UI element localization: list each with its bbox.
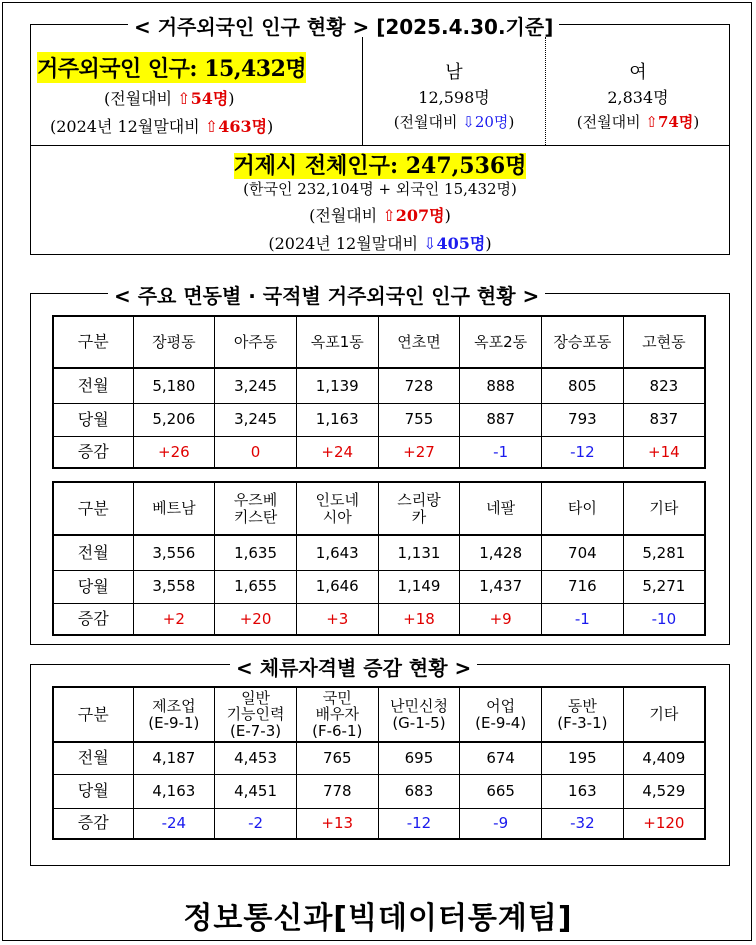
table-cell: 4,409 [623,742,705,774]
table-cell: +120 [623,808,705,839]
table-cell: -12 [378,808,460,839]
column-header: 국민 배우자 (F-6-1) [296,687,378,742]
table-cell: 805 [542,368,624,403]
table-cell: 5,180 [133,368,215,403]
table-cell: +27 [378,436,460,468]
row-label: 당월 [53,403,133,436]
total-ytd-value: ⇩405명 [423,234,486,253]
table-cell: 1,635 [215,535,297,570]
visa-title: < 체류자격별 증감 현황 > [230,652,477,681]
column-header: 옥포2동 [460,316,542,368]
foreign-mom-change: (전월대비 ⇧54명) [104,89,235,108]
column-header: 난민신청 (G-1-5) [378,687,460,742]
table-row [53,603,705,635]
table-cell: 1,437 [460,570,542,603]
column-header-category: 구분 [53,482,133,535]
table-cell: 5,206 [133,403,215,436]
table-cell: 793 [542,403,624,436]
table-cell: -1 [460,436,542,468]
table-cell: 3,558 [133,570,215,603]
row-label: 당월 [53,570,133,603]
row-label: 증감 [53,603,133,635]
table-row [53,808,705,839]
table-cell: 755 [378,403,460,436]
table-cell: 4,451 [215,774,297,808]
summary-divider-h [30,145,730,146]
column-header: 스리랑 카 [378,482,460,535]
column-header: 타이 [542,482,624,535]
table-row [53,436,705,468]
table-cell: 695 [378,742,460,774]
table-cell: -2 [215,808,297,839]
table-row [53,742,705,774]
column-header: 인도네 시아 [296,482,378,535]
table-cell: 765 [296,742,378,774]
table-cell: 195 [542,742,624,774]
column-header-category: 구분 [53,687,133,742]
table-cell: 163 [542,774,624,808]
column-header: 아주동 [215,316,297,368]
total-mom-change: (전월대비 ⇧207명) [309,206,451,225]
row-label: 증감 [53,808,133,839]
female-change: (전월대비 ⇧74명) [576,113,700,131]
table-cell: +18 [378,603,460,635]
column-header: 기타 [623,687,705,742]
column-header: 기타 [623,482,705,535]
table-row [53,535,705,570]
table-cell: 665 [460,774,542,808]
total-breakdown: (한국인 232,104명 + 외국인 15,432명) [243,180,517,198]
column-header: 장평동 [133,316,215,368]
total-mom-value: ⇧207명 [382,206,445,225]
male-label: 남 [445,62,463,83]
table-cell: -24 [133,808,215,839]
table-cell: 3,245 [215,403,297,436]
table-cell: 4,187 [133,742,215,774]
total-population: 거제시 전체인구: 247,536명 [233,153,527,179]
column-header: 네팔 [460,482,542,535]
table-cell: +2 [133,603,215,635]
column-header: 옥포1동 [296,316,378,368]
table-cell: 837 [623,403,705,436]
table-cell: 3,245 [215,368,297,403]
row-label: 전월 [53,368,133,403]
table-cell: +26 [133,436,215,468]
column-header: 장승포동 [542,316,624,368]
foreign-ytd-value: ⇧463명 [204,117,268,136]
row-label: 증감 [53,436,133,468]
table-cell: 0 [215,436,297,468]
table-cell: +24 [296,436,378,468]
table-cell: 778 [296,774,378,808]
table-cell: -1 [542,603,624,635]
table-cell: 1,643 [296,535,378,570]
table-cell: 1,163 [296,403,378,436]
total-population-row [30,149,730,180]
column-header: 고현동 [623,316,705,368]
column-header: 제조업 (E-9-1) [133,687,215,742]
column-header-category: 구분 [53,316,133,368]
female-count: 2,834명 [607,88,669,107]
table-cell: 674 [460,742,542,774]
female-label: 여 [629,62,647,83]
table-cell: 4,163 [133,774,215,808]
row-label: 전월 [53,535,133,570]
table-cell: 728 [378,368,460,403]
table-cell: -32 [542,808,624,839]
table-cell: 4,529 [623,774,705,808]
column-header: 베트남 [133,482,215,535]
female-change-value: ⇧74명 [645,113,694,131]
table-cell: 683 [378,774,460,808]
table-cell: +14 [623,436,705,468]
row-label: 전월 [53,742,133,774]
column-header: 동반 (F-3-1) [542,687,624,742]
district-nation-title: < 주요 면동별 · 국적별 거주외국인 인구 현황 > [108,280,545,309]
table-cell: +3 [296,603,378,635]
column-header: 우즈베 키스탄 [215,482,297,535]
row-label: 당월 [53,774,133,808]
summary-title: < 거주외국인 인구 현황 > [2025.4.30.기준] [128,11,559,40]
table-cell: 1,646 [296,570,378,603]
table-cell: -9 [460,808,542,839]
column-header: 연초면 [378,316,460,368]
district-table [52,315,706,469]
table-row [53,368,705,403]
table-cell: 704 [542,535,624,570]
table-cell: -10 [623,603,705,635]
table-cell: 1,655 [215,570,297,603]
table-cell: +9 [460,603,542,635]
table-cell: 5,271 [623,570,705,603]
male-change-value: ⇩20명 [462,113,509,131]
nation-table [52,481,706,636]
table-cell: 716 [542,570,624,603]
table-cell: 5,281 [623,535,705,570]
total-ytd-change: (2024년 12월말대비 ⇩405명) [268,234,492,253]
column-header: 어업 (E-9-4) [460,687,542,742]
table-row [53,774,705,808]
foreign-ytd-change: (2024년 12월말대비 ⇧463명) [50,117,274,136]
table-cell: +13 [296,808,378,839]
table-cell: 3,556 [133,535,215,570]
foreign-population-total: 거주외국인 인구: 15,432명 [37,52,306,83]
table-cell: 4,453 [215,742,297,774]
table-row [53,403,705,436]
table-cell: 1,139 [296,368,378,403]
table-cell: 1,149 [378,570,460,603]
table-cell: 823 [623,368,705,403]
table-cell: 1,131 [378,535,460,570]
table-cell: 888 [460,368,542,403]
table-cell: +20 [215,603,297,635]
visa-table [52,686,706,840]
table-row [53,570,705,603]
foreign-mom-value: ⇧54명 [177,89,229,108]
column-header: 일반 기능인력 (E-7-3) [215,687,297,742]
table-cell: 1,428 [460,535,542,570]
table-cell: 887 [460,403,542,436]
male-change: (전월대비 ⇩20명) [393,113,515,131]
male-count: 12,598명 [418,88,490,107]
table-cell: -12 [542,436,624,468]
footer-department: 정보통신과[빅데이터통계팀] [183,901,573,936]
